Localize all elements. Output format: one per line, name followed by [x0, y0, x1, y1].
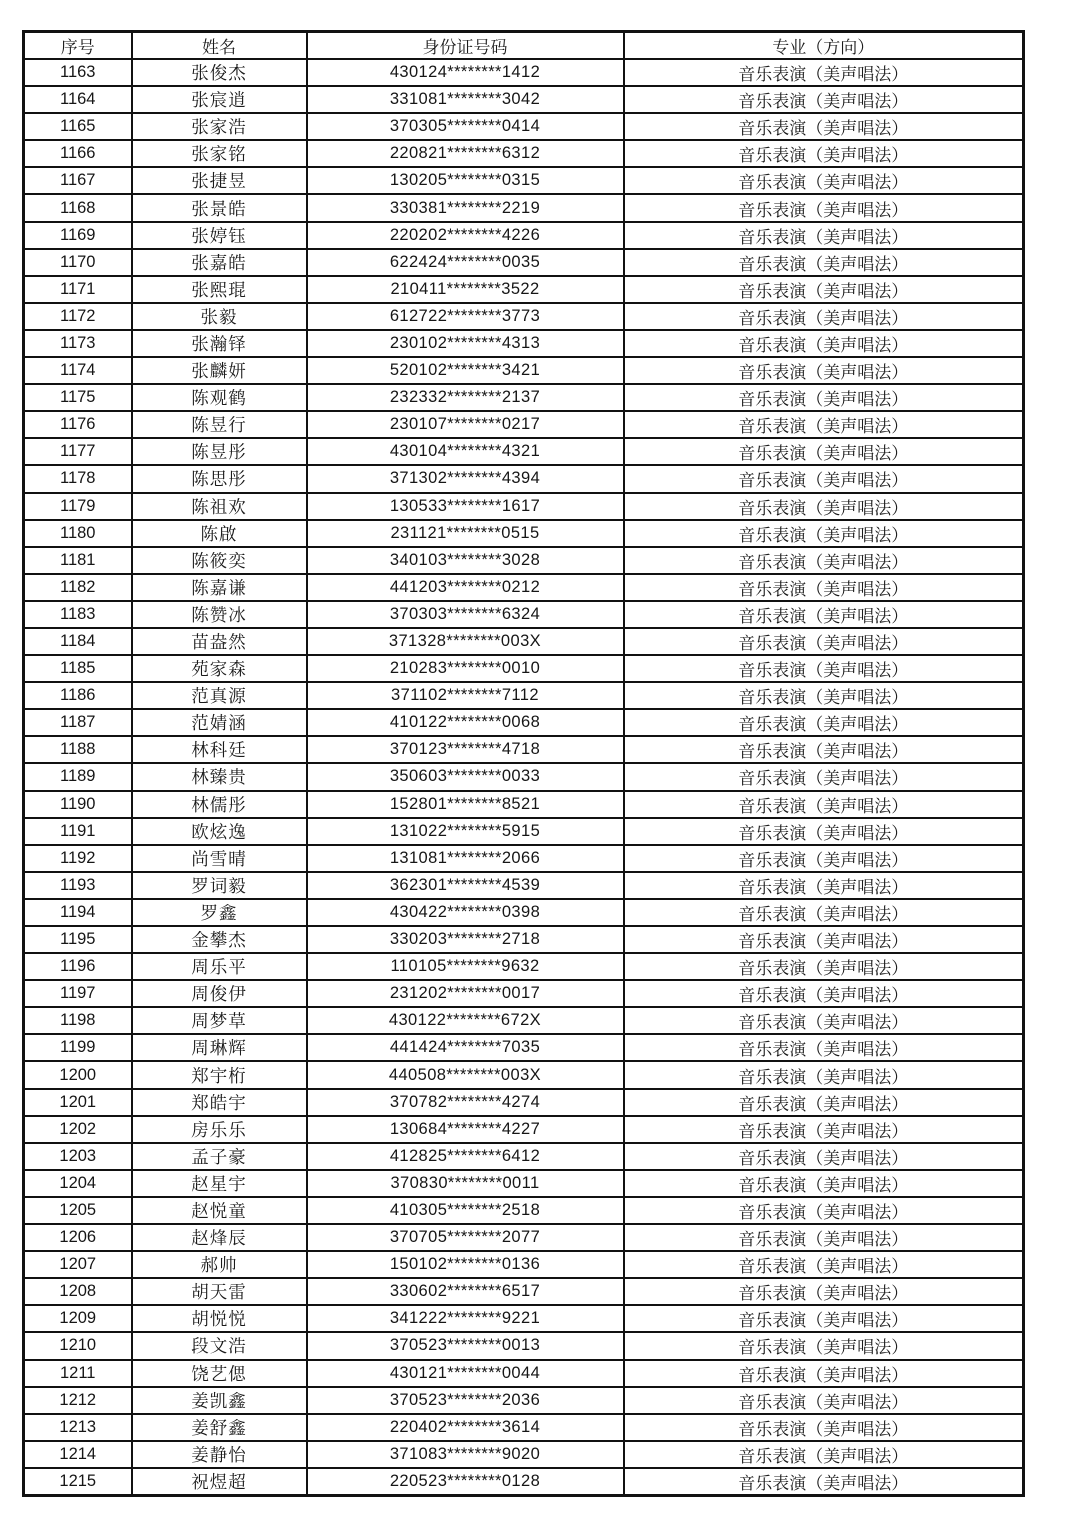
serial-cell: 1187: [24, 709, 132, 736]
table-row: [24, 1468, 1024, 1496]
major-cell: 音乐表演（美声唱法）: [624, 330, 1024, 357]
major-cell: 音乐表演（美声唱法）: [624, 1116, 1024, 1143]
name-cell: 张家铭: [132, 140, 307, 167]
major-cell: 音乐表演（美声唱法）: [624, 1143, 1024, 1170]
name-cell: 范婧涵: [132, 709, 307, 736]
col-header-serial: 序号: [24, 32, 132, 60]
table-row: [24, 926, 1024, 953]
serial-cell: 1192: [24, 845, 132, 872]
major-cell: 音乐表演（美声唱法）: [624, 682, 1024, 709]
serial-cell: 1214: [24, 1441, 132, 1468]
serial-cell: 1184: [24, 628, 132, 655]
id-cell: 331081********3042: [307, 86, 624, 113]
major-cell: 音乐表演（美声唱法）: [624, 1224, 1024, 1251]
table-row: [24, 899, 1024, 926]
major-cell: 音乐表演（美声唱法）: [624, 1305, 1024, 1332]
table-row: [24, 222, 1024, 249]
table-row: [24, 628, 1024, 655]
serial-cell: 1178: [24, 465, 132, 492]
major-cell: 音乐表演（美声唱法）: [624, 655, 1024, 682]
serial-cell: 1196: [24, 953, 132, 980]
name-cell: 周梦草: [132, 1007, 307, 1034]
major-cell: 音乐表演（美声唱法）: [624, 547, 1024, 574]
name-cell: 房乐乐: [132, 1116, 307, 1143]
name-cell: 陈昱彤: [132, 438, 307, 465]
id-cell: 210283********0010: [307, 655, 624, 682]
serial-cell: 1208: [24, 1278, 132, 1305]
name-cell: 张熙琨: [132, 276, 307, 303]
id-cell: 340103********3028: [307, 547, 624, 574]
table-row: [24, 818, 1024, 845]
major-cell: 音乐表演（美声唱法）: [624, 1387, 1024, 1414]
name-cell: 张景皓: [132, 194, 307, 221]
name-cell: 欧炫逸: [132, 818, 307, 845]
serial-cell: 1189: [24, 763, 132, 790]
serial-cell: 1190: [24, 791, 132, 818]
id-cell: 370705********2077: [307, 1224, 624, 1251]
table-row: [24, 1007, 1024, 1034]
name-cell: 陈嘉谦: [132, 574, 307, 601]
id-cell: 131022********5915: [307, 818, 624, 845]
serial-cell: 1203: [24, 1143, 132, 1170]
table-row: [24, 276, 1024, 303]
serial-cell: 1177: [24, 438, 132, 465]
id-cell: 622424********0035: [307, 249, 624, 276]
major-cell: 音乐表演（美声唱法）: [624, 899, 1024, 926]
serial-cell: 1163: [24, 59, 132, 86]
id-cell: 430124********1412: [307, 59, 624, 86]
table-row: [24, 194, 1024, 221]
major-cell: 音乐表演（美声唱法）: [624, 1360, 1024, 1387]
serial-cell: 1185: [24, 655, 132, 682]
name-cell: 姜静怡: [132, 1441, 307, 1468]
major-cell: 音乐表演（美声唱法）: [624, 493, 1024, 520]
table-body: [24, 59, 1024, 1495]
table-row: [24, 763, 1024, 790]
name-cell: 周琳辉: [132, 1034, 307, 1061]
table-row: [24, 791, 1024, 818]
name-cell: 周俊伊: [132, 980, 307, 1007]
id-cell: 441424********7035: [307, 1034, 624, 1061]
table-row: [24, 682, 1024, 709]
name-cell: 郑宇桁: [132, 1061, 307, 1088]
major-cell: 音乐表演（美声唱法）: [624, 818, 1024, 845]
name-cell: 周乐平: [132, 953, 307, 980]
id-cell: 150102********0136: [307, 1251, 624, 1278]
serial-cell: 1170: [24, 249, 132, 276]
major-cell: 音乐表演（美声唱法）: [624, 1332, 1024, 1359]
serial-cell: 1202: [24, 1116, 132, 1143]
name-cell: 林儒彤: [132, 791, 307, 818]
name-cell: 赵星宇: [132, 1170, 307, 1197]
serial-cell: 1201: [24, 1089, 132, 1116]
table-row: [24, 411, 1024, 438]
name-cell: 张婷钰: [132, 222, 307, 249]
serial-cell: 1211: [24, 1360, 132, 1387]
table-row: [24, 249, 1024, 276]
serial-cell: 1164: [24, 86, 132, 113]
id-cell: 330203********2718: [307, 926, 624, 953]
major-cell: 音乐表演（美声唱法）: [624, 167, 1024, 194]
name-cell: 张俊杰: [132, 59, 307, 86]
major-cell: 音乐表演（美声唱法）: [624, 438, 1024, 465]
major-cell: 音乐表演（美声唱法）: [624, 574, 1024, 601]
table-row: [24, 1034, 1024, 1061]
id-cell: 370303********6324: [307, 601, 624, 628]
id-cell: 330381********2219: [307, 194, 624, 221]
serial-cell: 1199: [24, 1034, 132, 1061]
table-row: [24, 845, 1024, 872]
serial-cell: 1165: [24, 113, 132, 140]
id-cell: 410122********0068: [307, 709, 624, 736]
serial-cell: 1179: [24, 493, 132, 520]
name-cell: 陈祖欢: [132, 493, 307, 520]
major-cell: 音乐表演（美声唱法）: [624, 845, 1024, 872]
serial-cell: 1188: [24, 736, 132, 763]
id-cell: 370305********0414: [307, 113, 624, 140]
id-cell: 330602********6517: [307, 1278, 624, 1305]
name-cell: 陈啟: [132, 520, 307, 547]
id-cell: 370782********4274: [307, 1089, 624, 1116]
serial-cell: 1207: [24, 1251, 132, 1278]
serial-cell: 1200: [24, 1061, 132, 1088]
table-row: [24, 655, 1024, 682]
name-cell: 陈昱行: [132, 411, 307, 438]
table-row: [24, 59, 1024, 86]
table-row: [24, 520, 1024, 547]
table-row: [24, 953, 1024, 980]
major-cell: 音乐表演（美声唱法）: [624, 1170, 1024, 1197]
name-cell: 姜舒鑫: [132, 1414, 307, 1441]
id-cell: 110105********9632: [307, 953, 624, 980]
serial-cell: 1183: [24, 601, 132, 628]
table-row: [24, 384, 1024, 411]
table-row: [24, 709, 1024, 736]
table-row: [24, 438, 1024, 465]
serial-cell: 1172: [24, 303, 132, 330]
major-cell: 音乐表演（美声唱法）: [624, 709, 1024, 736]
id-cell: 370523********2036: [307, 1387, 624, 1414]
id-cell: 220402********3614: [307, 1414, 624, 1441]
id-cell: 341222********9221: [307, 1305, 624, 1332]
table-row: [24, 1116, 1024, 1143]
name-cell: 罗词毅: [132, 872, 307, 899]
serial-cell: 1209: [24, 1305, 132, 1332]
id-cell: 441203********0212: [307, 574, 624, 601]
name-cell: 张嘉皓: [132, 249, 307, 276]
id-cell: 220202********4226: [307, 222, 624, 249]
table-row: [24, 167, 1024, 194]
major-cell: 音乐表演（美声唱法）: [624, 86, 1024, 113]
id-cell: 370523********0013: [307, 1332, 624, 1359]
name-cell: 张毅: [132, 303, 307, 330]
id-cell: 350603********0033: [307, 763, 624, 790]
name-cell: 陈观鹤: [132, 384, 307, 411]
name-cell: 尚雪晴: [132, 845, 307, 872]
name-cell: 金攀杰: [132, 926, 307, 953]
serial-cell: 1195: [24, 926, 132, 953]
name-cell: 陈思彤: [132, 465, 307, 492]
id-cell: 440508********003X: [307, 1061, 624, 1088]
id-cell: 370123********4718: [307, 736, 624, 763]
name-cell: 孟子豪: [132, 1143, 307, 1170]
serial-cell: 1204: [24, 1170, 132, 1197]
id-cell: 230102********4313: [307, 330, 624, 357]
name-cell: 张家浩: [132, 113, 307, 140]
major-cell: 音乐表演（美声唱法）: [624, 1034, 1024, 1061]
name-cell: 胡悦悦: [132, 1305, 307, 1332]
col-header-name: 姓名: [132, 32, 307, 60]
major-cell: 音乐表演（美声唱法）: [624, 736, 1024, 763]
serial-cell: 1198: [24, 1007, 132, 1034]
major-cell: 音乐表演（美声唱法）: [624, 411, 1024, 438]
name-cell: 赵烽辰: [132, 1224, 307, 1251]
table-row: [24, 1441, 1024, 1468]
id-cell: 232332********2137: [307, 384, 624, 411]
name-cell: 郑皓宇: [132, 1089, 307, 1116]
table-row: [24, 872, 1024, 899]
table-row: [24, 980, 1024, 1007]
major-cell: 音乐表演（美声唱法）: [624, 1251, 1024, 1278]
name-cell: 罗鑫: [132, 899, 307, 926]
major-cell: 音乐表演（美声唱法）: [624, 601, 1024, 628]
name-cell: 胡天雷: [132, 1278, 307, 1305]
serial-cell: 1215: [24, 1468, 132, 1496]
serial-cell: 1205: [24, 1197, 132, 1224]
major-cell: 音乐表演（美声唱法）: [624, 222, 1024, 249]
serial-cell: 1180: [24, 520, 132, 547]
table-row: [24, 1360, 1024, 1387]
table-row: [24, 140, 1024, 167]
col-header-major: 专业（方向）: [624, 32, 1024, 60]
serial-cell: 1213: [24, 1414, 132, 1441]
id-cell: 220821********6312: [307, 140, 624, 167]
major-cell: 音乐表演（美声唱法）: [624, 276, 1024, 303]
id-cell: 371102********7112: [307, 682, 624, 709]
id-cell: 430104********4321: [307, 438, 624, 465]
major-cell: 音乐表演（美声唱法）: [624, 791, 1024, 818]
table-row: [24, 1332, 1024, 1359]
serial-cell: 1167: [24, 167, 132, 194]
table-row: [24, 1387, 1024, 1414]
table-row: [24, 1278, 1024, 1305]
table-row: [24, 465, 1024, 492]
table-row: [24, 1170, 1024, 1197]
table-row: [24, 574, 1024, 601]
table-row: [24, 1251, 1024, 1278]
major-cell: 音乐表演（美声唱法）: [624, 1468, 1024, 1496]
name-cell: 张瀚铎: [132, 330, 307, 357]
major-cell: 音乐表演（美声唱法）: [624, 953, 1024, 980]
name-cell: 祝煜超: [132, 1468, 307, 1496]
table-row: [24, 601, 1024, 628]
serial-cell: 1182: [24, 574, 132, 601]
serial-cell: 1169: [24, 222, 132, 249]
table-header: [24, 32, 1024, 60]
serial-cell: 1166: [24, 140, 132, 167]
major-cell: 音乐表演（美声唱法）: [624, 1278, 1024, 1305]
id-cell: 612722********3773: [307, 303, 624, 330]
table-row: [24, 493, 1024, 520]
serial-cell: 1175: [24, 384, 132, 411]
serial-cell: 1206: [24, 1224, 132, 1251]
name-cell: 张捷昱: [132, 167, 307, 194]
serial-cell: 1212: [24, 1387, 132, 1414]
table-row: [24, 1414, 1024, 1441]
id-cell: 130684********4227: [307, 1116, 624, 1143]
table-row: [24, 1061, 1024, 1088]
major-cell: 音乐表演（美声唱法）: [624, 872, 1024, 899]
major-cell: 音乐表演（美声唱法）: [624, 113, 1024, 140]
major-cell: 音乐表演（美声唱法）: [624, 194, 1024, 221]
table-row: [24, 86, 1024, 113]
major-cell: 音乐表演（美声唱法）: [624, 140, 1024, 167]
id-cell: 371302********4394: [307, 465, 624, 492]
major-cell: 音乐表演（美声唱法）: [624, 520, 1024, 547]
id-cell: 131081********2066: [307, 845, 624, 872]
serial-cell: 1176: [24, 411, 132, 438]
table-row: [24, 357, 1024, 384]
name-cell: 陈筱奕: [132, 547, 307, 574]
major-cell: 音乐表演（美声唱法）: [624, 59, 1024, 86]
name-cell: 林科廷: [132, 736, 307, 763]
id-cell: 412825********6412: [307, 1143, 624, 1170]
major-cell: 音乐表演（美声唱法）: [624, 303, 1024, 330]
major-cell: 音乐表演（美声唱法）: [624, 628, 1024, 655]
major-cell: 音乐表演（美声唱法）: [624, 357, 1024, 384]
name-cell: 姜凯鑫: [132, 1387, 307, 1414]
serial-cell: 1171: [24, 276, 132, 303]
roster-table: [22, 30, 1025, 1497]
id-cell: 371083********9020: [307, 1441, 624, 1468]
major-cell: 音乐表演（美声唱法）: [624, 1441, 1024, 1468]
major-cell: 音乐表演（美声唱法）: [624, 384, 1024, 411]
name-cell: 陈赞冰: [132, 601, 307, 628]
major-cell: 音乐表演（美声唱法）: [624, 763, 1024, 790]
id-cell: 410305********2518: [307, 1197, 624, 1224]
id-cell: 370830********0011: [307, 1170, 624, 1197]
id-cell: 520102********3421: [307, 357, 624, 384]
serial-cell: 1194: [24, 899, 132, 926]
major-cell: 音乐表演（美声唱法）: [624, 1061, 1024, 1088]
id-cell: 362301********4539: [307, 872, 624, 899]
col-header-id-number: 身份证号码: [307, 32, 624, 60]
name-cell: 郝帅: [132, 1251, 307, 1278]
id-cell: 430422********0398: [307, 899, 624, 926]
table-row: [24, 1089, 1024, 1116]
major-cell: 音乐表演（美声唱法）: [624, 249, 1024, 276]
id-cell: 231202********0017: [307, 980, 624, 1007]
table-row: [24, 1305, 1024, 1332]
serial-cell: 1197: [24, 980, 132, 1007]
major-cell: 音乐表演（美声唱法）: [624, 926, 1024, 953]
id-cell: 130533********1617: [307, 493, 624, 520]
name-cell: 赵悦童: [132, 1197, 307, 1224]
serial-cell: 1173: [24, 330, 132, 357]
table-row: [24, 113, 1024, 140]
serial-cell: 1193: [24, 872, 132, 899]
name-cell: 林臻贵: [132, 763, 307, 790]
name-cell: 张宸逍: [132, 86, 307, 113]
table-row: [24, 736, 1024, 763]
id-cell: 430121********0044: [307, 1360, 624, 1387]
table-row: [24, 547, 1024, 574]
serial-cell: 1186: [24, 682, 132, 709]
serial-cell: 1174: [24, 357, 132, 384]
name-cell: 苑家森: [132, 655, 307, 682]
id-cell: 130205********0315: [307, 167, 624, 194]
major-cell: 音乐表演（美声唱法）: [624, 1007, 1024, 1034]
name-cell: 饶艺偲: [132, 1360, 307, 1387]
major-cell: 音乐表演（美声唱法）: [624, 1414, 1024, 1441]
table-row: [24, 1197, 1024, 1224]
name-cell: 苗盎然: [132, 628, 307, 655]
major-cell: 音乐表演（美声唱法）: [624, 980, 1024, 1007]
serial-cell: 1210: [24, 1332, 132, 1359]
major-cell: 音乐表演（美声唱法）: [624, 1089, 1024, 1116]
major-cell: 音乐表演（美声唱法）: [624, 465, 1024, 492]
serial-cell: 1191: [24, 818, 132, 845]
table-row: [24, 330, 1024, 357]
id-cell: 152801********8521: [307, 791, 624, 818]
table-row: [24, 1224, 1024, 1251]
table-row: [24, 303, 1024, 330]
id-cell: 371328********003X: [307, 628, 624, 655]
name-cell: 范真源: [132, 682, 307, 709]
header-row: [24, 32, 1024, 60]
id-cell: 231121********0515: [307, 520, 624, 547]
name-cell: 张麟妍: [132, 357, 307, 384]
name-cell: 段文浩: [132, 1332, 307, 1359]
table-row: [24, 1143, 1024, 1170]
id-cell: 220523********0128: [307, 1468, 624, 1496]
id-cell: 230107********0217: [307, 411, 624, 438]
serial-cell: 1181: [24, 547, 132, 574]
id-cell: 430122********672X: [307, 1007, 624, 1034]
serial-cell: 1168: [24, 194, 132, 221]
major-cell: 音乐表演（美声唱法）: [624, 1197, 1024, 1224]
id-cell: 210411********3522: [307, 276, 624, 303]
